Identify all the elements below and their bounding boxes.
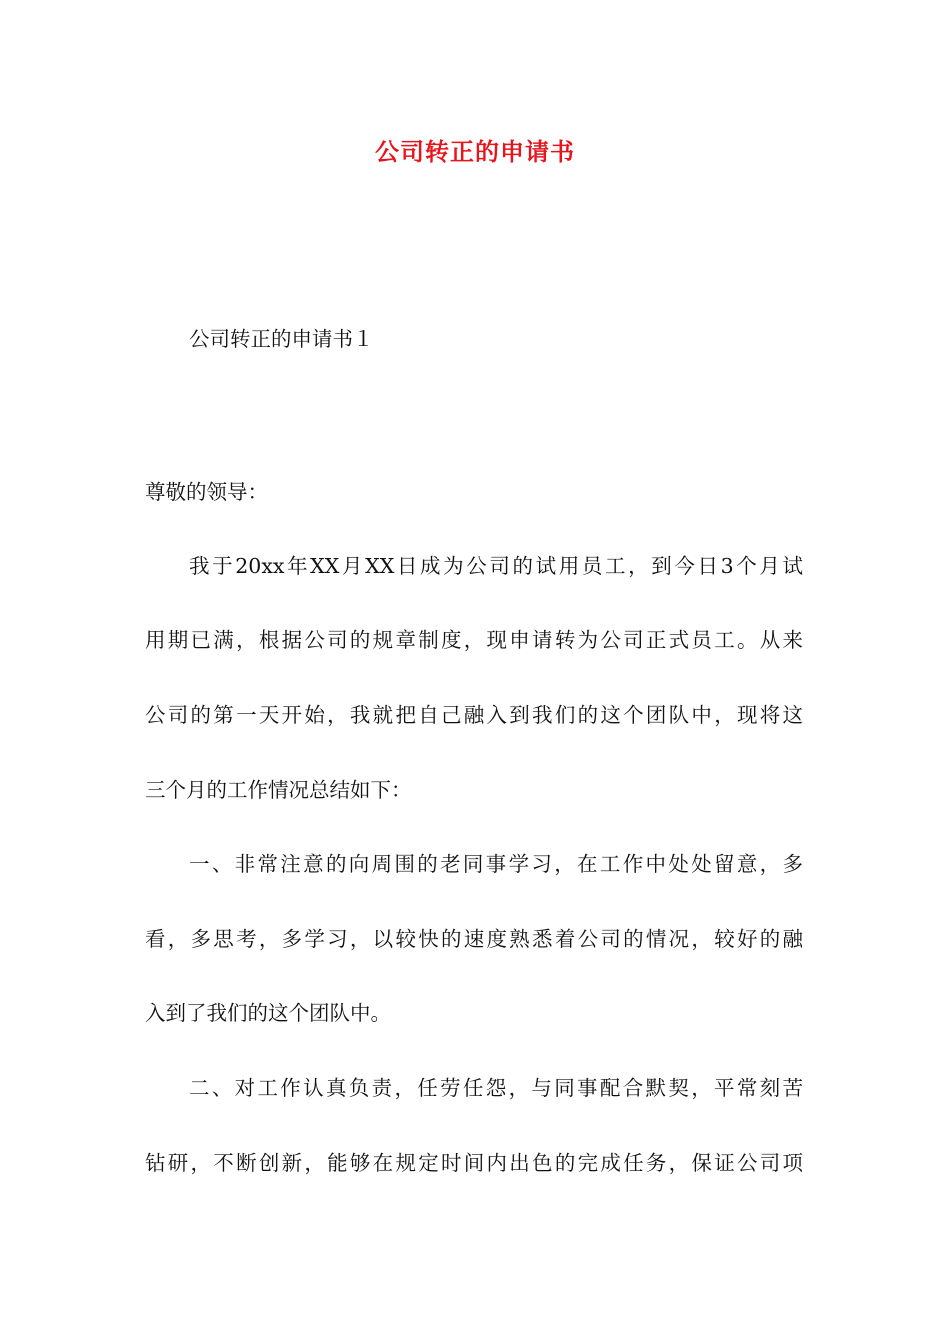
paragraph-line: 钻研，不断创新，能够在规定时间内出色的完成任务，保证公司项: [145, 1151, 803, 1175]
salutation: 尊敬的领导：: [145, 480, 268, 504]
paragraph-line: 三个月的工作情况总结如下：: [145, 778, 412, 802]
paragraph-line: 我于20xx年XX月XX日成为公司的试用员工，到今日3个月试: [189, 554, 803, 578]
section-heading: 公司转正的申请书１: [189, 327, 374, 351]
paragraph-line: 公司的第一天开始，我就把自己融入到我们的这个团队中，现将这: [145, 703, 803, 727]
paragraph-line: 入到了我们的这个团队中。: [145, 1001, 391, 1025]
document-title: 公司转正的申请书: [375, 138, 575, 166]
paragraph-line: 二、对工作认真负责，任劳任怨，与同事配合默契，平常刻苦: [189, 1076, 803, 1100]
paragraph-line: 用期已满，根据公司的规章制度，现申请转为公司正式员工。从来: [145, 628, 803, 652]
paragraph-line: 看，多思考，多学习，以较快的速度熟悉着公司的情况，较好的融: [145, 927, 803, 951]
paragraph-line: 一、非常注意的向周围的老同事学习，在工作中处处留意，多: [189, 852, 803, 876]
